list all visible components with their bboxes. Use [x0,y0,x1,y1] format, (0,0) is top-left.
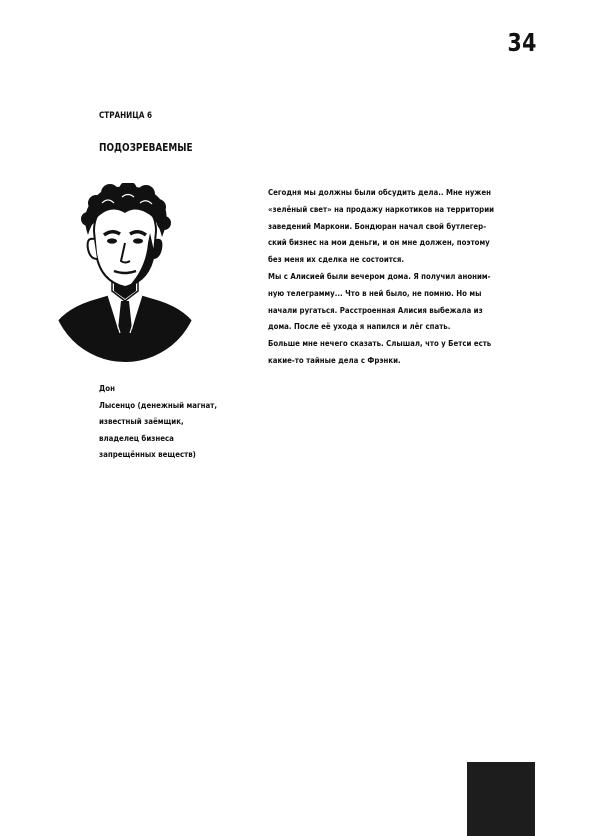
caption-line: владелец бизнеса [99,432,174,443]
section-title: ПОДОЗРЕВАЕМЫЕ [99,142,193,154]
statement-line: Больше мне нечего сказать. Слышал, что у Бетси есть [268,338,492,349]
statement-line: Сегодня мы должны были обсудить дела.. Мне нужен [268,187,491,197]
statement-line: ский бизнес на мои деньги, и он мне должен, поэтому [268,237,490,248]
statement-line: заведений Маркони. Бондюран начал свой бутлегер- [268,220,487,231]
statement-line: без меня их сделка не состоится. [268,254,405,265]
statement-line: Мы с Алисией были вечером дома. Я получил аноним- [268,270,491,281]
statement-line: начали ругаться. Расстроенная Алисия выбежала из [268,304,483,315]
suspect-statement [268,184,510,369]
suspect-caption [99,380,254,463]
statement-line: ную телеграмму... Что в ней было, не помню. Но мы [268,287,482,298]
page-label: СТРАНИЦА 6 [99,111,153,121]
page-number: 34 [507,28,537,57]
statement-line: какие-то тайные дела с Фрэнки. [268,354,401,365]
suspect-portrait-icon [50,183,200,363]
caption-line: Дон [99,383,115,393]
statement-line: «зелёный свет» на продажу наркотиков на территории [268,203,495,214]
corner-tab-block [467,762,535,836]
caption-line: запрещённых веществ) [99,449,196,459]
caption-line: известный заёмщик, [99,416,184,426]
caption-line: Лысенцо (денежный магнат, [99,399,218,410]
statement-line: дома. После её ухода я напился и лёг спать. [268,321,451,332]
